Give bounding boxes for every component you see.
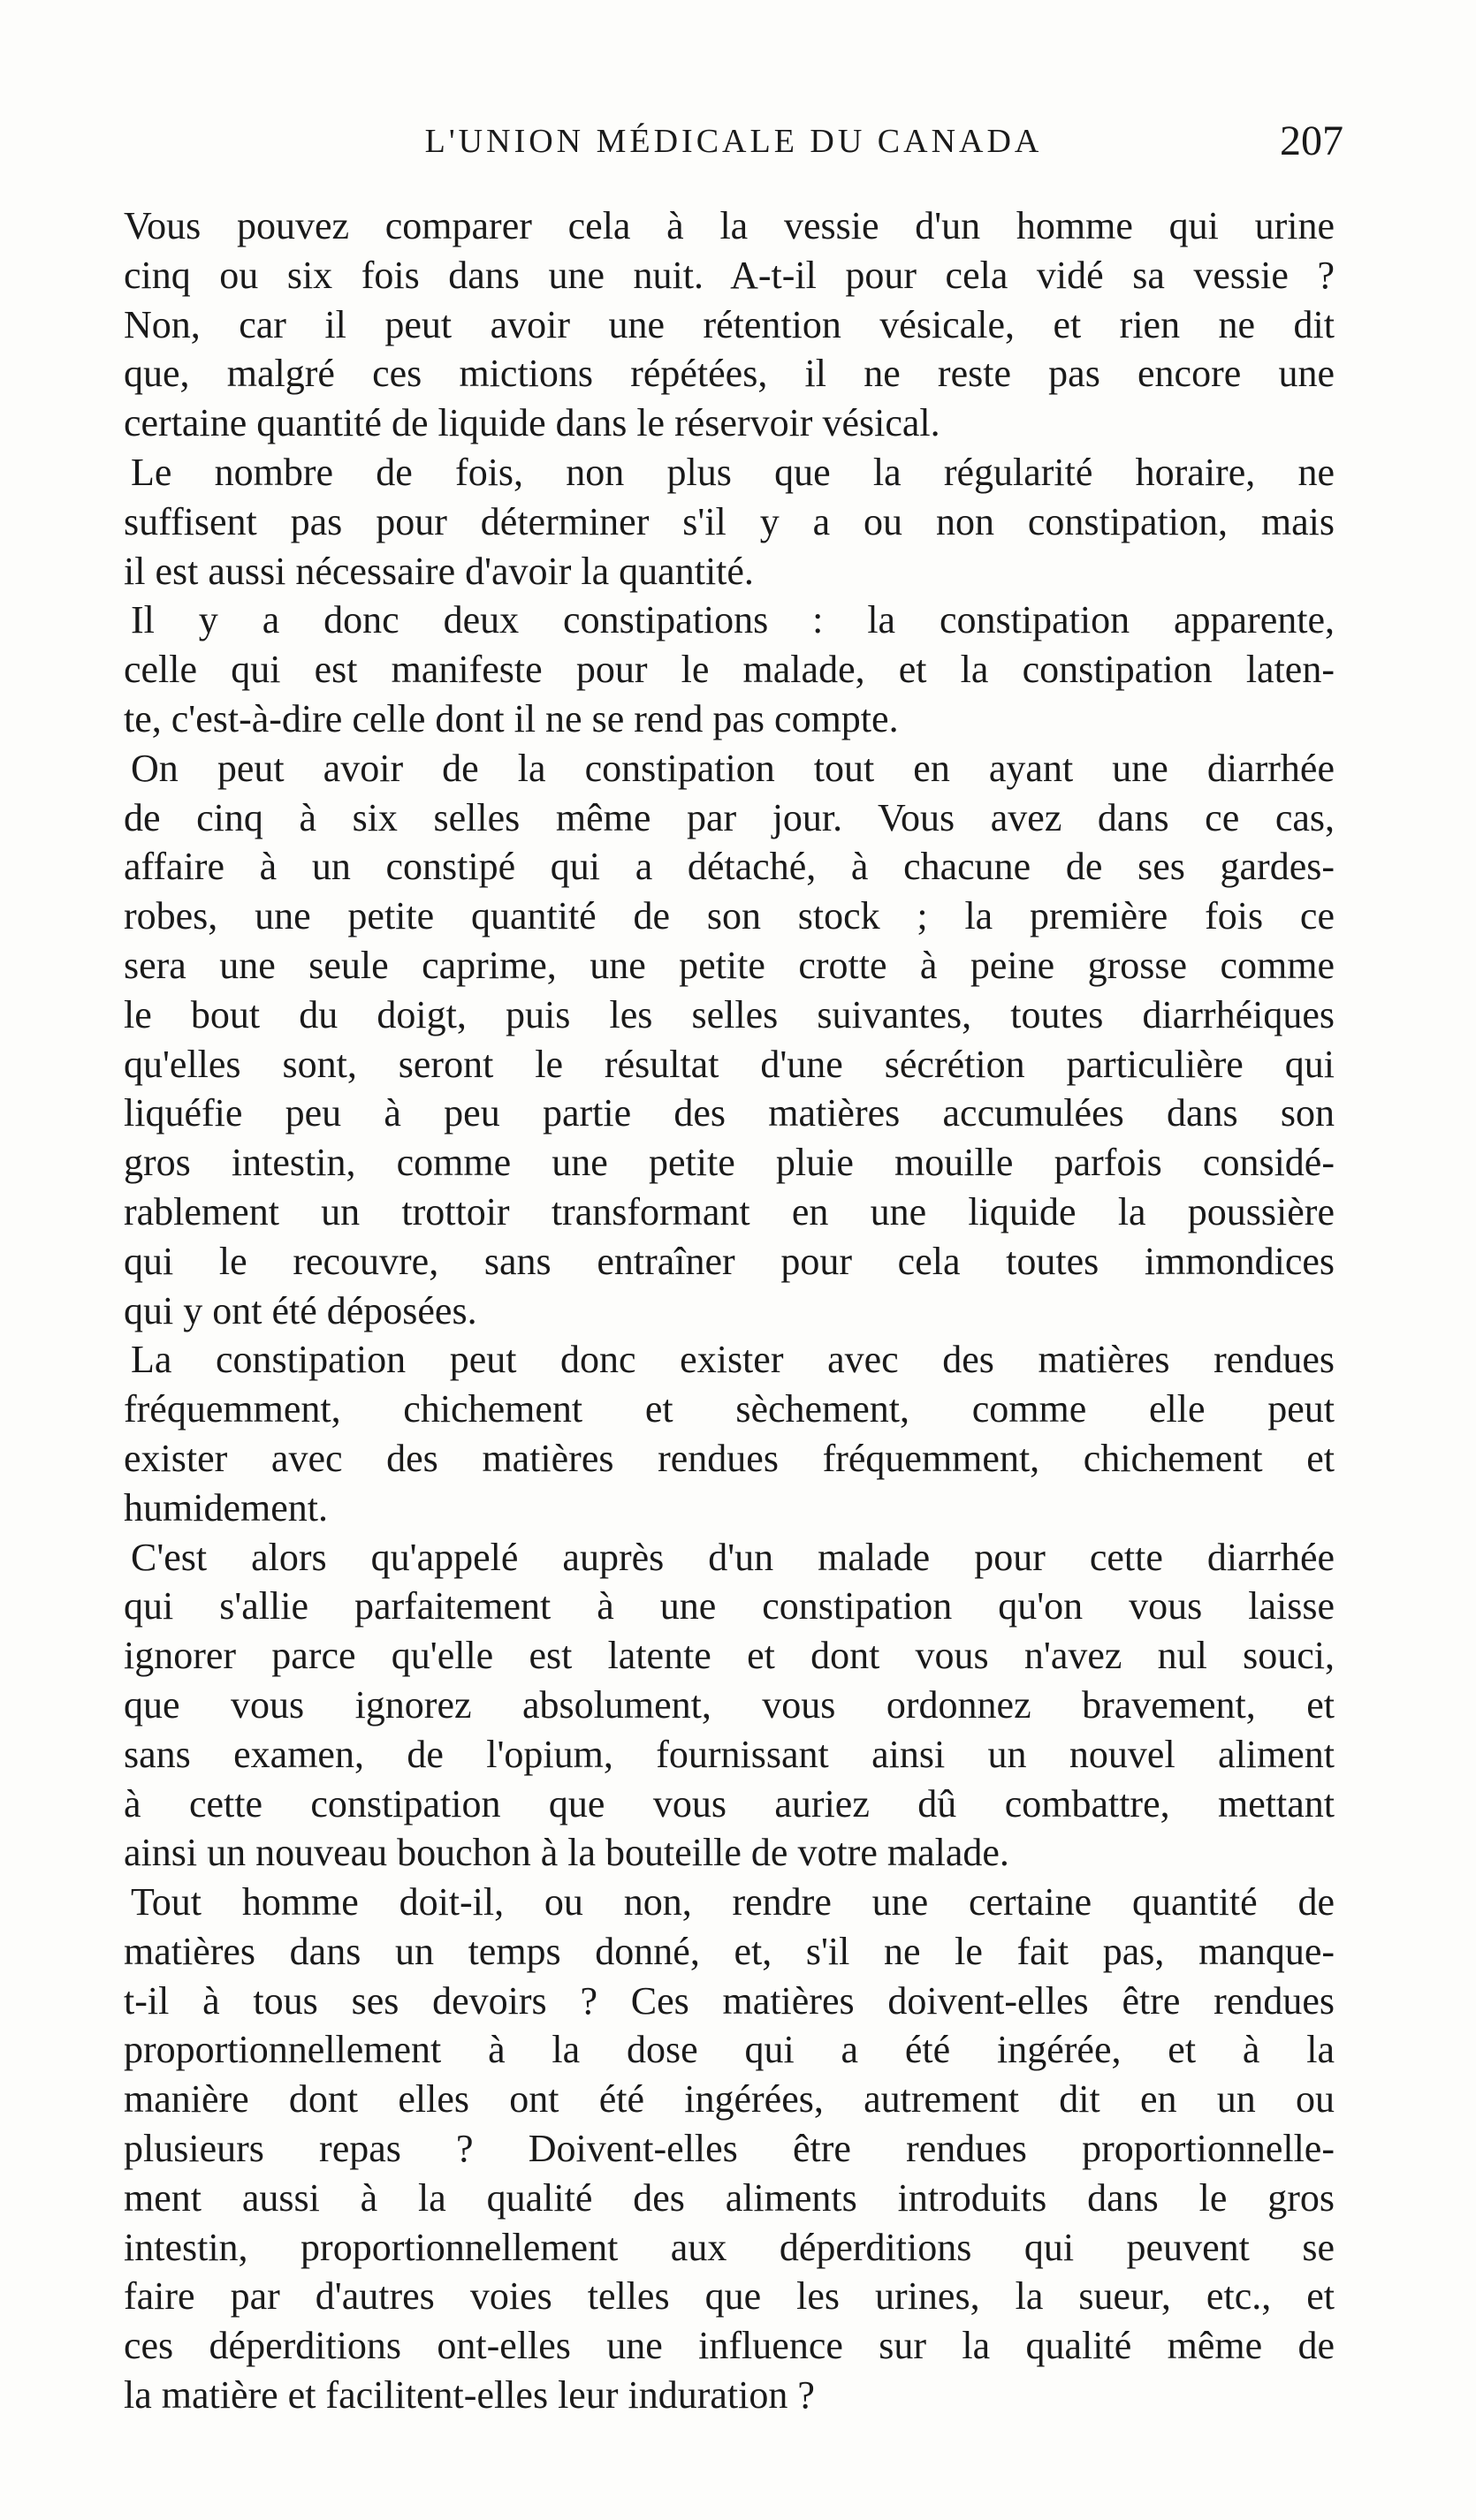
text-line: manière dont elles ont été ingérées, autrement dit en un ou [124,2077,1335,2122]
text-line: t-il à tous ses devoirs ? Ces matières doivent-elles être rendues [124,1978,1335,2023]
text-line: sera une seule caprime, une petite crotte à peine grosse comme [124,943,1335,987]
text-line: On peut avoir de la constipation tout en ayant une diarrhée [131,746,1335,790]
text-line: humidement. [124,1485,328,1529]
text-line: robes, une petite quantité de son stock ; la première fois ce [124,894,1335,938]
paragraph-4 [124,744,1335,1336]
text-line: intestin, proportionnellement aux déperditions qui peuvent se [124,2225,1335,2269]
text-line: matières dans un temps donné, et, s'il ne le fait pas, manque- [124,1929,1335,1973]
paragraph-1 [124,201,1335,448]
text-line: que vous ignorez absolument, vous ordonnez bravement, et [124,1682,1335,1727]
text-line: liquéfie peu à peu partie des matières accumulées dans son [124,1091,1335,1135]
text-line: de cinq à six selles même par jour. Vous avez dans ce cas, [124,795,1335,839]
text-line: ignorer parce qu'elle est latente et dont vous n'avez nul souci, [124,1634,1335,1678]
text-line: faire par d'autres voies telles que les urines, la sueur, etc., et [124,2274,1335,2319]
text-line: sans examen, de l'opium, fournissant ainsi un nouvel aliment [124,1732,1335,1776]
text-line: qui y ont été déposées. [124,1288,477,1332]
text-line: fréquemment, chichement et sèchement, comme elle peut [124,1387,1335,1431]
body-text [124,201,1335,2420]
text-line: Tout homme doit-il, ou non, rendre une certaine quantité de [131,1880,1335,1924]
text-line: certaine quantité de liquide dans le réservoir vésical. [124,401,940,445]
text-line: plusieurs repas ? Doivent-elles être rendues proportionnelle- [124,2127,1335,2171]
text-line: La constipation peut donc exister avec des matières rendues [131,1338,1335,1382]
paragraph-5 [124,1335,1335,1532]
text-line: suffisent pas pour déterminer s'il y a ou non constipation, mais [124,499,1335,543]
text-line: la matière et facilitent-elles leur induration ? [124,2373,815,2418]
paragraph-2 [124,448,1335,596]
text-line: cinq ou six fois dans une nuit. A-t-il pour cela vidé sa vessie ? [124,253,1335,297]
text-line: proportionnellement à la dose qui a été ingérée, et à la [124,2028,1335,2072]
page-number: 207 [1280,118,1343,164]
text-line: Il y a donc deux constipations : la constipation apparente, [131,598,1335,642]
text-line: Non, car il peut avoir une rétention vésicale, et rien ne dit [124,302,1335,346]
text-line: que, malgré ces mictions répétées, il ne reste pas encore une [124,352,1335,396]
text-line: le bout du doigt, puis les selles suivantes, toutes diarrhéiques [124,992,1335,1036]
text-line: exister avec des matières rendues fréquemment, chichement et [124,1436,1335,1480]
paragraph-3 [124,596,1335,743]
text-line: ces déperditions ont-elles une influence sur la qualité même de [124,2324,1335,2368]
text-line: qu'elles sont, seront le résultat d'une sécrétion particulière qui [124,1042,1335,1086]
text-line: celle qui est manifeste pour le malade, et la constipation laten- [124,648,1335,692]
text-line: Vous pouvez comparer cela à la vessie d'un homme qui urine [124,204,1335,247]
text-line: qui le recouvre, sans entraîner pour cela toutes immondices [124,1239,1335,1283]
paragraph-6 [124,1533,1335,1879]
running-title: L'UNION MÉDICALE DU CANADA [424,123,1043,160]
text-line: il est aussi nécessaire d'avoir la quantité. [124,549,754,593]
text-line: à cette constipation que vous auriez dû combattre, mettant [124,1781,1335,1825]
text-line: gros intestin, comme une petite pluie mouille parfois considé- [124,1141,1335,1185]
text-line: qui s'allie parfaitement à une constipation qu'on vous laisse [124,1584,1335,1628]
text-line: Le nombre de fois, non plus que la régularité horaire, ne [131,450,1335,494]
text-line: rablement un trottoir transformant en une liquide la poussière [124,1189,1335,1233]
text-line: te, c'est-à-dire celle dont il ne se rend pas compte. [124,696,899,740]
text-line: affaire à un constipé qui a détaché, à chacune de ses gardes- [124,845,1335,889]
running-head [124,118,1343,175]
text-line: ment aussi à la qualité des aliments introduits dans le gros [124,2175,1335,2220]
text-line: ainsi un nouveau bouchon à la bouteille de votre malade. [124,1831,1009,1875]
paragraph-7 [124,1878,1335,2420]
text-line: C'est alors qu'appelé auprès d'un malade pour cette diarrhée [131,1535,1335,1579]
